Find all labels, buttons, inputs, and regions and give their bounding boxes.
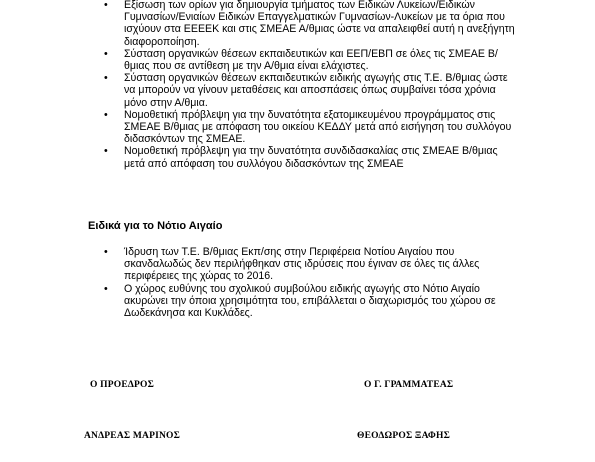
- list-item: [0, 48, 595, 72]
- bullet-icon: •: [104, 282, 108, 295]
- list-item-text: Σύσταση οργανικών θέσεων εκπαιδευτικών ειδικής αγωγής στις Τ.Ε. Β/θμιας ώστε να μπορούν να γίνουν μεταθέσεις και αποσπάσεις όπως συμβαίνει τόσα χρόνια μόνο στην Α/θμια.: [124, 72, 508, 109]
- bullet-icon: •: [104, 145, 108, 158]
- list-item: [0, 145, 595, 169]
- list-item-text: Νομοθετική πρόβλεψη για την δυνατότητα εξατομικευμένου προγράμματος στις ΣΜΕΑΕ Β/θμιας με απόφαση του οικείου ΚΕΔΔΥ μετά από εισήγηση του συλλόγου διδασκόντων της ΣΜΕΑΕ.: [124, 108, 512, 146]
- list-item-text: Ο χώρος ευθύνης του σχολικού συμβούλου ειδικής αγωγής στο Νότιο Αιγαίο ακυρώνει την όποια χρησιμότητα του, επιβάλλεται ο διαχωρισμός του χώρου σε Δωδεκάνησα και Κυκλάδες.: [124, 282, 496, 320]
- bullet-icon: •: [104, 108, 108, 121]
- secretary-title: Ο Γ. ΓΡΑΜΜΑΤΕΑΣ: [364, 380, 454, 390]
- list-item-text: Ίδρυση των Τ.Ε. Β/θμιας Εκπ/σης στην Περιφέρεια Νοτίου Αιγαίου που σκανδαλωδώς δεν περιλήφθηκαν στις ιδρύσεις που έγιναν σε όλες τις άλλες περιφέρειες της χώρας το 2016.: [124, 246, 480, 283]
- list-item-text: Νομοθετική πρόβλεψη για την δυνατότητα συνδιδασκαλίας στις ΣΜΕΑΕ Β/θμιας μετά από απόφαση του συλλόγου διδασκόντων της ΣΜΕΑΕ: [124, 145, 498, 170]
- president-title: Ο ΠΡΟΕΔΡΟΣ: [90, 380, 155, 390]
- list-item: [0, 72, 595, 109]
- list-item-text: Σύσταση οργανικών θέσεων εκπαιδευτικών και ΕΕΠ/ΕΒΠ σε όλες τις ΣΜΕΑΕ Β/θμιας που σε αντίθεση με την Α/θμια είναι ελάχιστες.: [124, 47, 498, 73]
- aegean-demands-list: [0, 246, 595, 319]
- president-name: ΑΝΔΡΕΑΣ ΜΑΡΙΝΟΣ: [84, 431, 181, 441]
- list-item: [0, 283, 595, 320]
- list-item: [0, 246, 595, 283]
- list-item: [0, 0, 595, 48]
- bullet-icon: •: [104, 72, 108, 85]
- secretary-name: ΘΕΟΔΩΡΟΣ ΞΑΦΗΣ: [357, 431, 451, 441]
- bullet-icon: •: [104, 0, 108, 11]
- bullet-icon: •: [104, 246, 108, 258]
- bullet-icon: •: [104, 47, 108, 60]
- list-item: [0, 109, 595, 146]
- demands-list: [0, 0, 595, 170]
- section-heading: Ειδικά για το Νότιο Αιγαίο: [88, 220, 223, 232]
- list-item-text: Εξίσωση των ορίων για δημιουργία τμήματος των Ειδικών Λυκείων/Ειδικών Γυμνασίων/Ενιαίων Ειδικών Επαγγελματικών Γυμνασίων-Λυκείων με τα όρια που ισχύουν στα ΕΕΕΕΚ και στις ΣΜΕΑΕ Α/θμιας ώστε να απαλειφθεί αυτή η ανεξήγητη διαφοροποίηση.: [124, 0, 515, 48]
